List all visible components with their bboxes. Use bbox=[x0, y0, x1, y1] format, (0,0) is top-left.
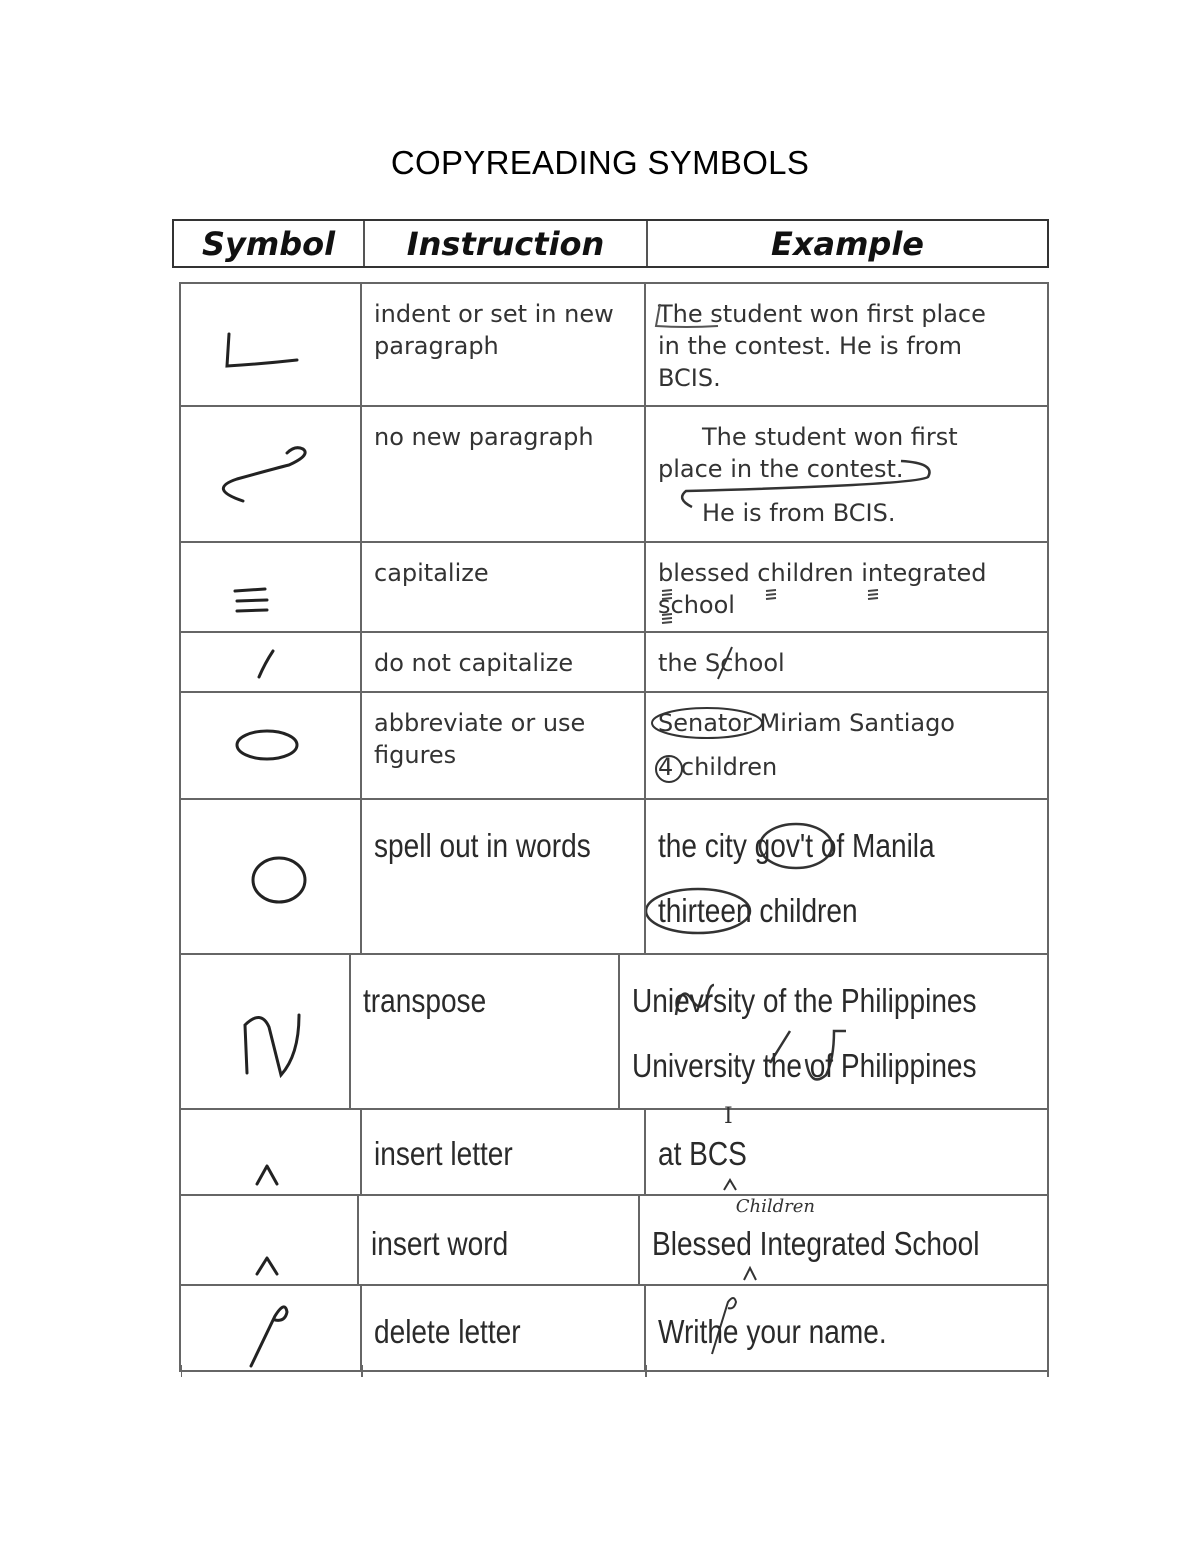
instruction-cell bbox=[362, 284, 646, 405]
example-line: in the contest. He is from bbox=[658, 332, 963, 360]
oval-icon bbox=[181, 693, 362, 798]
table-row bbox=[181, 284, 1047, 407]
symbol-cell bbox=[181, 1286, 362, 1370]
slash-icon bbox=[181, 633, 362, 691]
example-cell bbox=[646, 800, 1047, 953]
instruction-cell bbox=[362, 1110, 646, 1194]
symbol-cell bbox=[181, 693, 362, 798]
example-cell bbox=[646, 543, 1047, 631]
example-line: the School bbox=[658, 649, 785, 677]
instruction-text: insert letter bbox=[374, 1135, 513, 1172]
example-cell bbox=[640, 1196, 1047, 1284]
example-line: The student won first place bbox=[658, 300, 986, 328]
table-continuation bbox=[181, 1365, 1049, 1377]
table-row bbox=[181, 693, 1047, 800]
instruction-text: transpose bbox=[363, 982, 487, 1019]
caret-icon bbox=[181, 1110, 362, 1194]
example-line: Senator Miriam Santiago bbox=[658, 709, 955, 737]
instruction-cell bbox=[362, 633, 646, 691]
symbol-cell bbox=[181, 633, 362, 691]
example-line: thirteen children bbox=[658, 892, 858, 929]
example-line: 4 children bbox=[658, 753, 778, 781]
example-cell bbox=[646, 693, 1047, 798]
example-line: blessed children integrated bbox=[658, 559, 987, 587]
instruction-cell bbox=[362, 1286, 646, 1370]
page-title: COPYREADING SYMBOLS bbox=[390, 144, 810, 181]
symbol-cell bbox=[181, 955, 351, 1108]
example-cell bbox=[646, 284, 1047, 405]
inserted-letter: I bbox=[724, 1104, 733, 1129]
example-line: Blessed Integrated School bbox=[651, 1225, 980, 1262]
example-cell bbox=[620, 955, 1047, 1108]
example-cell bbox=[646, 1286, 1047, 1370]
table-header bbox=[172, 219, 1049, 268]
table-row bbox=[181, 407, 1047, 543]
instruction-text: abbreviate or use figures bbox=[374, 709, 586, 769]
caret-icon bbox=[181, 1196, 362, 1284]
no-paragraph-curve-icon bbox=[181, 407, 362, 541]
symbol-cell bbox=[181, 543, 362, 631]
example-line: place in the contest. bbox=[658, 455, 904, 483]
inserted-word: Children bbox=[735, 1196, 815, 1217]
instruction-text: no new paragraph bbox=[374, 423, 594, 451]
symbol-cell bbox=[181, 1196, 359, 1284]
instruction-cell bbox=[362, 800, 646, 953]
example-cell bbox=[646, 633, 1047, 691]
table-row bbox=[181, 543, 1047, 633]
table-row bbox=[181, 633, 1047, 693]
table-row bbox=[181, 1104, 1047, 1196]
table-row bbox=[181, 800, 1047, 955]
example-line: BCIS. bbox=[658, 364, 721, 392]
table-row bbox=[181, 1286, 1047, 1372]
instruction-text: spell out in words bbox=[374, 827, 591, 864]
symbol-cell bbox=[181, 1110, 362, 1194]
header-instruction: Instruction bbox=[365, 221, 648, 266]
delete-loop-icon bbox=[181, 1286, 362, 1370]
indent-mark-icon bbox=[181, 284, 362, 405]
header-example: Example bbox=[770, 224, 924, 263]
example-line: The student won first bbox=[702, 423, 958, 451]
symbol-cell bbox=[181, 284, 362, 405]
example-cell bbox=[646, 1104, 1047, 1194]
instruction-text: indent or set in new paragraph bbox=[374, 300, 614, 360]
transpose-curve-icon bbox=[181, 955, 362, 1108]
example-line: Writhe your name. bbox=[658, 1313, 887, 1350]
instruction-text: capitalize bbox=[374, 559, 489, 587]
symbol-cell bbox=[181, 407, 362, 541]
example-line: school bbox=[658, 591, 735, 619]
example-line: University the of Philippines bbox=[631, 1047, 977, 1084]
instruction-cell bbox=[362, 543, 646, 631]
header-symbol: Symbol bbox=[174, 221, 365, 266]
example-line: He is from BCIS. bbox=[702, 499, 896, 527]
example-line: Unievrsity of the Philippines bbox=[631, 982, 977, 1019]
example-line: at BCS bbox=[658, 1135, 747, 1172]
instruction-cell bbox=[359, 1196, 639, 1284]
example-line: the city gov't of Manila bbox=[658, 827, 935, 864]
table-row bbox=[181, 1196, 1047, 1286]
circle-icon bbox=[181, 800, 362, 953]
symbol-cell bbox=[181, 800, 362, 953]
instruction-text: do not capitalize bbox=[374, 649, 574, 677]
instruction-cell bbox=[351, 955, 619, 1108]
instruction-cell bbox=[362, 693, 646, 798]
symbols-table bbox=[179, 282, 1049, 1372]
table-row bbox=[181, 955, 1047, 1110]
triple-underline-icon bbox=[181, 543, 362, 631]
instruction-cell bbox=[362, 407, 646, 541]
instruction-text: insert word bbox=[371, 1225, 509, 1262]
example-cell bbox=[646, 407, 1047, 541]
instruction-text: delete letter bbox=[374, 1313, 521, 1350]
